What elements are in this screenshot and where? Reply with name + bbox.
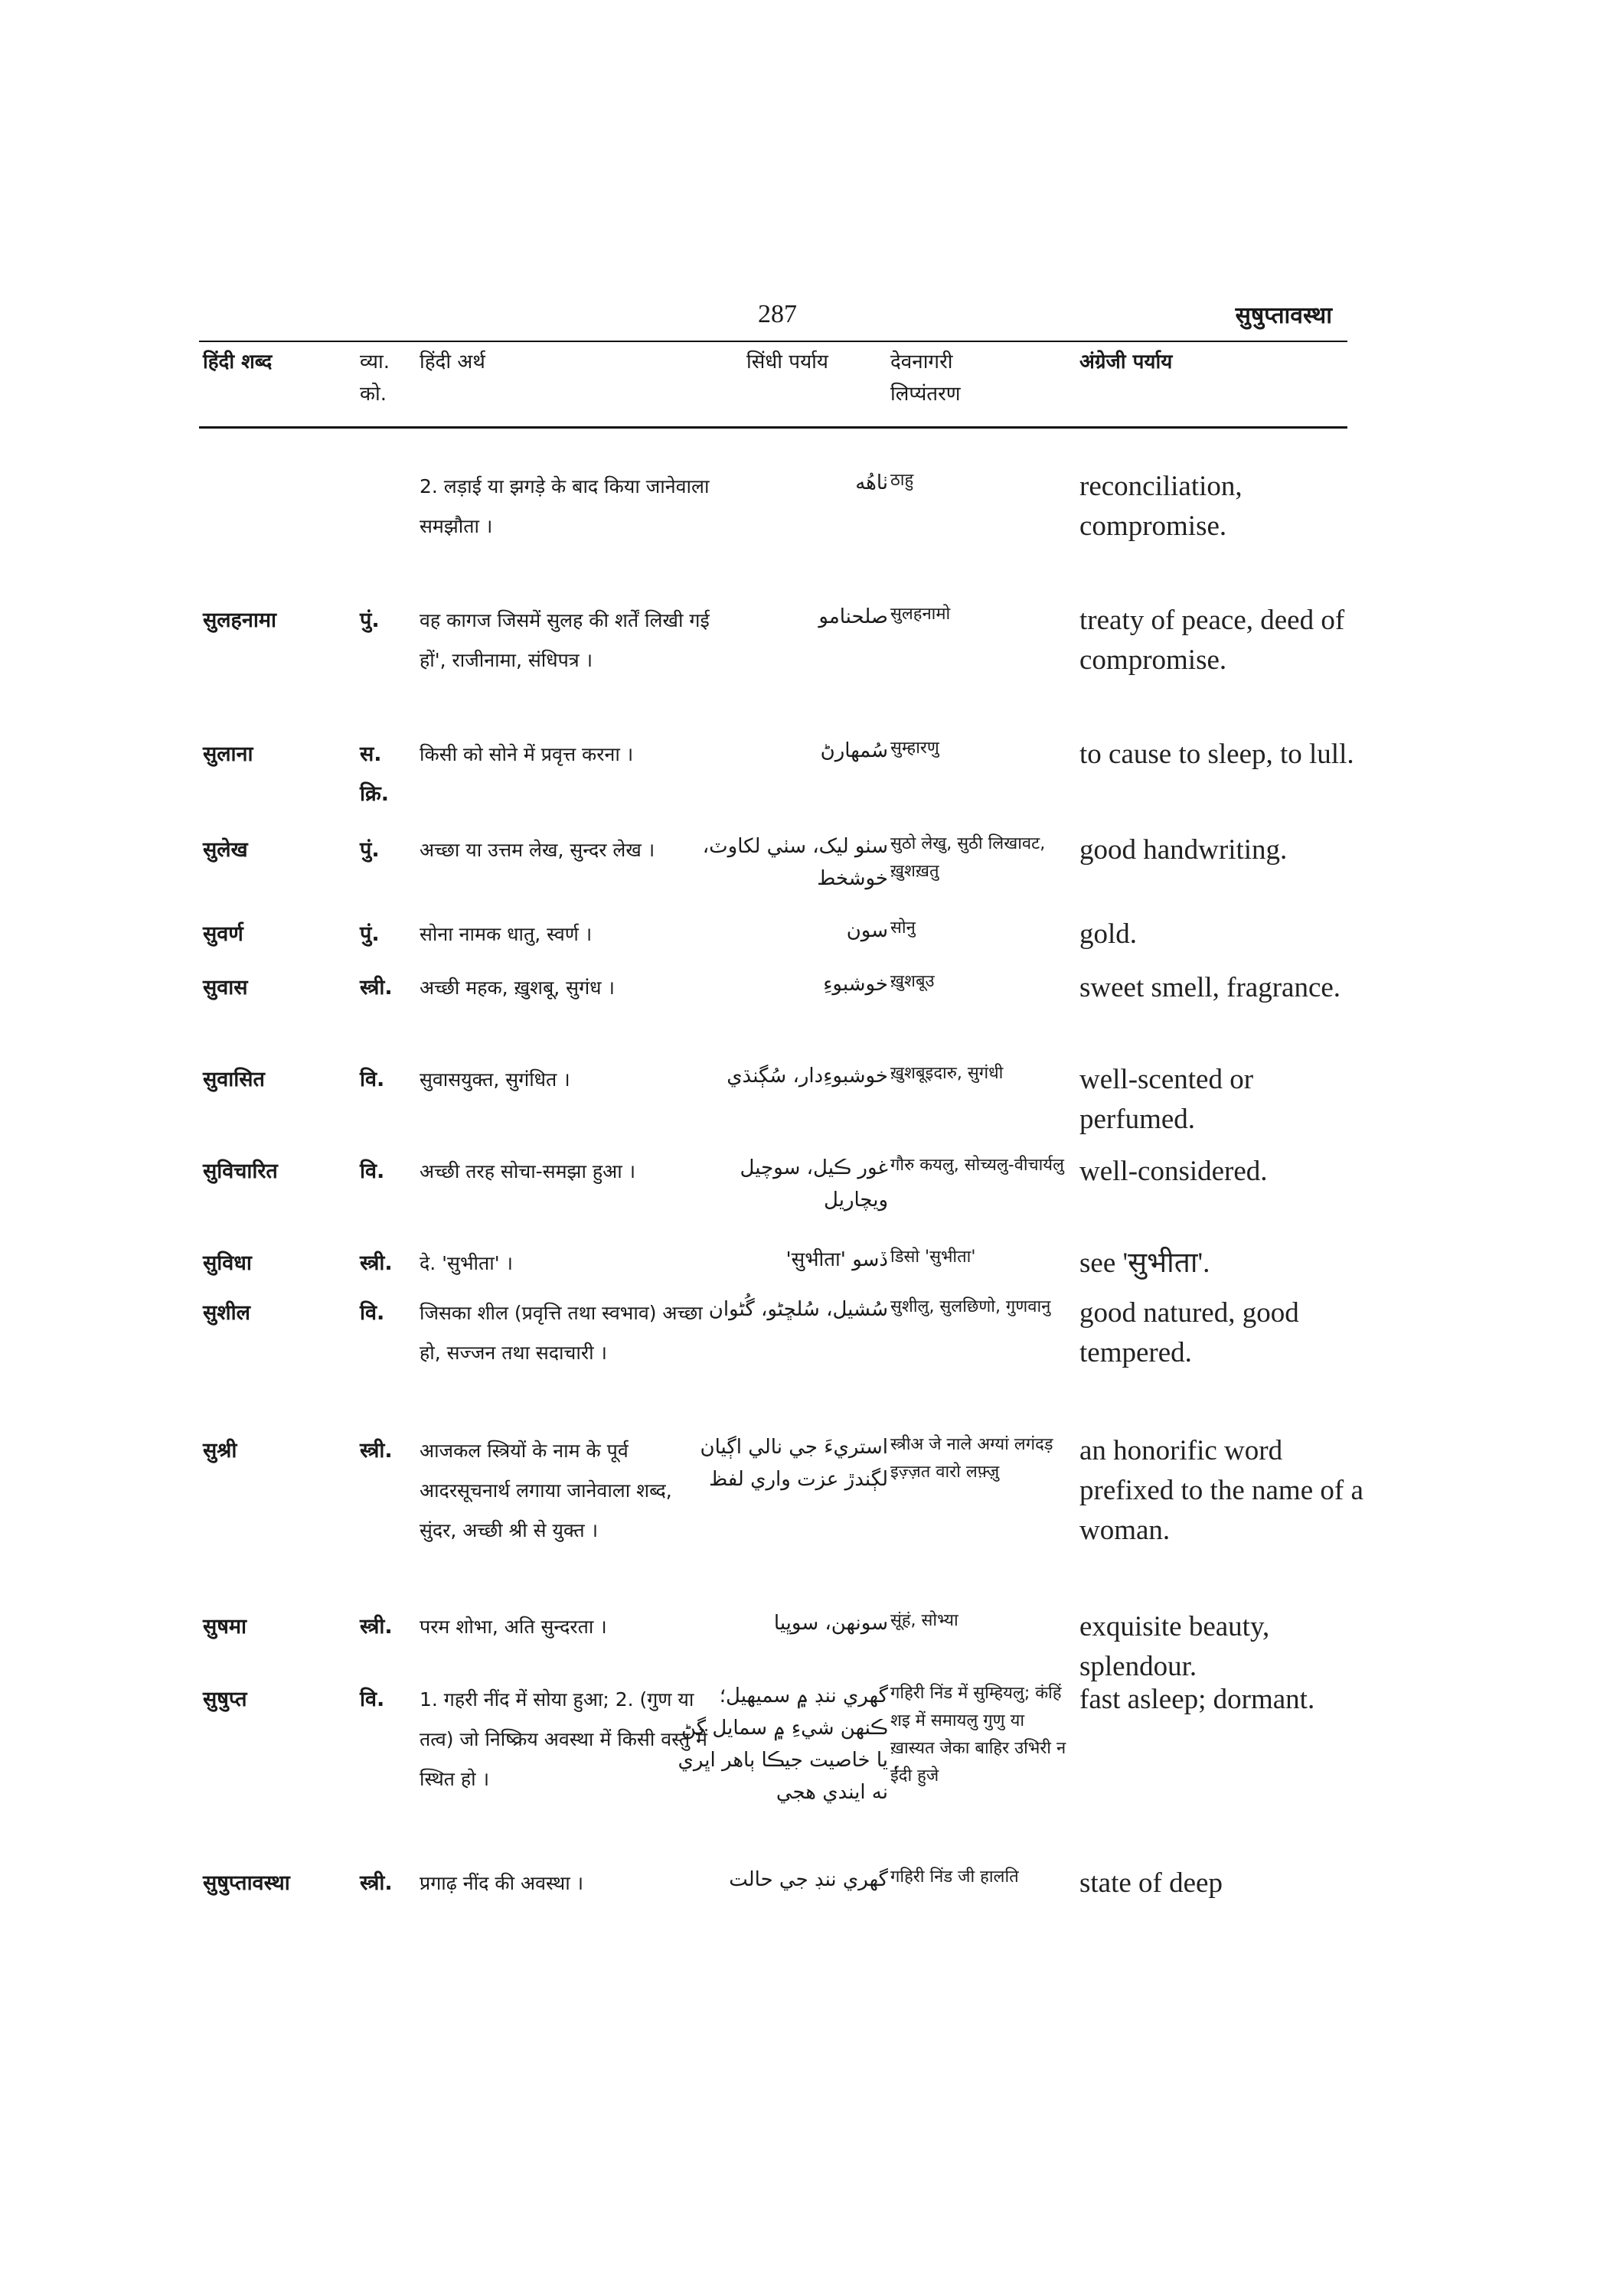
entry-meaning: वह कागज जिसमें सुलह की शर्तें लिखी गई हों', राजीनामा, संधिपत्र । <box>420 609 710 671</box>
entry-grammar: स्त्री. <box>360 1871 393 1895</box>
entry-sindhi: خوشبوءِدار، سُڳنڌي <box>727 1065 888 1088</box>
entry-sindhi: گهري ننڊ جي حالت <box>729 1868 888 1891</box>
col-header-devanagari: देवनागरी लिप्यंतरण <box>890 351 961 406</box>
entry-headword: सुविधा <box>203 1251 252 1275</box>
entry-headword: सुविचारित <box>203 1159 278 1183</box>
entry-devanagari: सोनु <box>890 918 916 938</box>
entry-headword: सुश्री <box>203 1439 237 1463</box>
entry-meaning: परम शोभा, अति सुन्दरता । <box>420 1616 607 1638</box>
entry-devanagari: सुठो लेखु, सुठी लिखावट, ख़ुशख़तु <box>890 834 1046 881</box>
entry-sindhi: خوشبوءِ <box>823 973 888 996</box>
entry-meaning: प्रगाढ़ नींद की अवस्था । <box>420 1872 584 1894</box>
entry-meaning: जिसका शील (प्रवृत्ति तथा स्वभाव) अच्छा हो, सज्जन तथा सदाचारी । <box>420 1302 703 1364</box>
entry-english: fast asleep; dormant. <box>1079 1684 1315 1715</box>
entry-devanagari: स्त्रीअ जे नाले अग्यां लगंदड़ इज़्ज़त वारो लफ़्ज़ु <box>890 1435 1053 1482</box>
entry-sindhi: غور ڪيل، سوچيل ويچاريل <box>740 1156 888 1212</box>
entry-headword: सुषुप्तावस्था <box>203 1871 290 1895</box>
entry-sindhi: ٺاهُه <box>855 471 888 494</box>
entry-english: to cause to sleep, to lull. <box>1079 739 1354 770</box>
entry-headword: सुषमा <box>203 1615 247 1639</box>
col-header-grammar: व्या. को. <box>360 351 390 406</box>
entry-sindhi: سٺو ليک، سٺي لکاوٽ، خوشخط <box>702 835 888 890</box>
entry-grammar: पुं. <box>360 838 380 862</box>
entry-grammar: स्त्री. <box>360 1251 393 1275</box>
entry-devanagari: सूंहं, सोभ्या <box>890 1611 958 1630</box>
entry-headword: सुलहनामा <box>203 608 277 632</box>
entry-headword: सुषुप्त <box>203 1688 247 1711</box>
entry-headword: सुवासित <box>203 1068 265 1091</box>
entry-grammar: वि. <box>360 1688 385 1711</box>
entry-english: reconciliation, compromise. <box>1079 471 1243 542</box>
entry-english: state of deep <box>1079 1867 1223 1899</box>
entry-meaning: सुवासयुक्त, सुगंधित । <box>420 1068 570 1091</box>
entry-sindhi: ڏسو 'सुभीता' <box>785 1248 888 1271</box>
entry-headword: सुलाना <box>203 742 253 766</box>
entry-english: well-scented or perfumed. <box>1079 1064 1254 1135</box>
entry-devanagari: ख़ुशबूइदारु, सुगंधी <box>890 1064 1004 1083</box>
header-rule-top <box>199 341 1347 342</box>
page-number: 287 <box>758 300 797 328</box>
entry-devanagari: सुशीलु, सुलछिणो, गुणवानु <box>890 1297 1051 1316</box>
entry-grammar: स्त्री. <box>360 1615 393 1639</box>
entry-grammar: स. क्रि. <box>360 742 389 806</box>
entry-devanagari: ठाहु <box>890 471 914 490</box>
entry-sindhi: صلحنامو <box>818 605 888 628</box>
col-header-meaning: हिंदी अर्थ <box>420 351 485 373</box>
entry-english: sweet smell, fragrance. <box>1079 972 1341 1003</box>
entry-grammar: वि. <box>360 1301 385 1325</box>
entry-meaning: अच्छी तरह सोचा-समझा हुआ । <box>420 1160 636 1182</box>
entry-devanagari: सुलहनामो <box>890 605 951 624</box>
entry-sindhi: سُشيل، سُلڇڻو، گُڻوان <box>708 1298 888 1321</box>
entry-devanagari: ख़ुशबूउ <box>890 972 935 991</box>
entry-meaning: किसी को सोने में प्रवृत्त करना । <box>420 743 634 765</box>
entry-headword: सुवास <box>203 976 248 1000</box>
entry-grammar: स्त्री. <box>360 976 393 1000</box>
entry-headword: सुवर्ण <box>203 922 243 946</box>
entry-devanagari: सुम्हारणु <box>890 739 939 758</box>
entry-devanagari: गहिरी निंड जी हालति <box>890 1867 1019 1887</box>
entry-english: good natured, good tempered. <box>1079 1297 1299 1368</box>
entry-devanagari: गौरु कयलु, सोच्यलु-वीचार्यलु <box>890 1156 1064 1175</box>
entry-headword: सुशील <box>203 1301 250 1325</box>
entry-sindhi: گهري ننڊ ۾ سميهيل؛ ڪنهن شيءِ ۾ سمايل گڻ يا خاصيت جيڪا ٻاهر اڀري نه ايندي هجي <box>678 1684 888 1804</box>
entry-devanagari: गहिरी निंड में सुम्हियलु; कंहिं शइ में समायलु गुणु या ख़ास्यत जेका बाहिर उभिरी न ईंदी हुजे <box>890 1684 1066 1786</box>
entry-sindhi: سون <box>846 919 888 942</box>
entry-english: treaty of peace, deed of compromise. <box>1079 605 1345 676</box>
entry-english: gold. <box>1079 918 1138 950</box>
entry-meaning: दे. 'सुभीता' । <box>420 1252 514 1274</box>
entry-english: an honorific word prefixed to the name of a woman. <box>1079 1435 1363 1546</box>
entry-meaning: आजकल स्त्रियों के नाम के पूर्व आदरसूचनार्थ लगाया जानेवाला शब्द, सुंदर, अच्छी श्री से युक्त । <box>420 1440 672 1541</box>
entry-meaning: 1. गहरी नींद में सोया हुआ; 2. (गुण या तत्व) जो निष्क्रिय अवस्था में किसी वस्तु में स्थित हो । <box>420 1688 708 1790</box>
entry-english: exquisite beauty, splendour. <box>1079 1611 1270 1682</box>
entry-meaning: 2. लड़ाई या झगड़े के बाद किया जानेवाला समझौता । <box>420 475 710 537</box>
entry-grammar: पुं. <box>360 608 380 632</box>
entry-sindhi: سُمهارڻ <box>820 739 888 762</box>
entry-grammar: स्त्री. <box>360 1439 393 1463</box>
entry-sindhi: سونهن، سوڀيا <box>773 1612 888 1635</box>
running-head: सुषुप्तावस्था <box>1235 302 1332 329</box>
col-header-headword: हिंदी शब्द <box>203 351 273 373</box>
entry-grammar: वि. <box>360 1068 385 1091</box>
entry-meaning: अच्छा या उत्तम लेख, सुन्दर लेख । <box>420 839 655 861</box>
entry-english: well-considered. <box>1079 1156 1268 1187</box>
entry-grammar: वि. <box>360 1159 385 1183</box>
col-header-sindhi: सिंधी पर्याय <box>746 351 828 373</box>
entry-english: good handwriting. <box>1079 834 1288 866</box>
entry-meaning: अच्छी महक, ख़ुशबू, सुगंध । <box>420 977 615 999</box>
header-rule-bottom <box>199 426 1347 429</box>
entry-headword: सुलेख <box>203 838 248 862</box>
entry-sindhi: استريءَ جي نالي اڳيان لڳندڙ عزت واري لفظ <box>700 1436 888 1491</box>
col-header-english: अंग्रेजी पर्याय <box>1079 351 1173 373</box>
entry-meaning: सोना नामक धातु, स्वर्ण । <box>420 923 593 945</box>
entry-devanagari: डिसो 'सुभीता' <box>890 1247 976 1267</box>
entry-grammar: पुं. <box>360 922 380 946</box>
entry-english: see 'सुभीता'. <box>1079 1247 1210 1279</box>
